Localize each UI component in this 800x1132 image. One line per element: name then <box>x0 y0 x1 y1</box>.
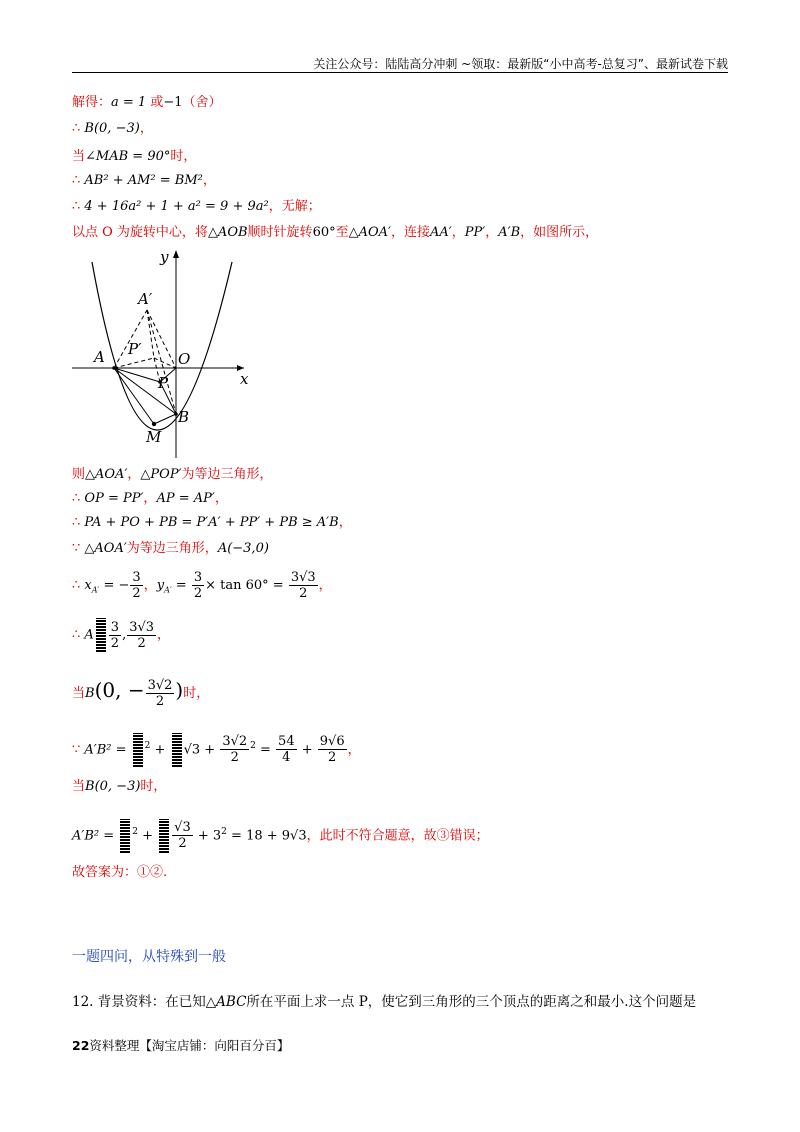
section-title: 一题四问，从特殊到一般 <box>72 949 226 965</box>
math-expr: AA′ <box>430 225 452 240</box>
math-expr: y <box>156 578 165 593</box>
exponent: 2 <box>221 827 227 837</box>
subscript: A′ <box>164 585 172 595</box>
math-expr: × tan 60° = <box>205 578 288 593</box>
text: ， <box>318 578 332 593</box>
text: 时， <box>170 149 197 164</box>
math-expr: △AOA′ <box>348 225 392 240</box>
math-expr: + <box>297 742 317 758</box>
y-axis-arrow-icon <box>173 250 179 258</box>
math-expr: AP = AP′ <box>156 491 215 506</box>
label-B: B <box>178 408 190 426</box>
solution-line-7 <box>72 466 273 484</box>
solution-line-15 <box>72 778 166 796</box>
fraction: $\frac{3√2}{2}$ <box>147 678 173 709</box>
page-footer <box>72 1036 289 1054</box>
page-number: 22 <box>72 1038 90 1053</box>
problem-text: 背景资料：在已知 <box>97 994 206 1010</box>
text: ， <box>451 225 465 240</box>
math-expr: + <box>138 828 158 844</box>
bracket-glyph <box>159 819 169 853</box>
solution-line-9 <box>72 514 352 532</box>
fraction: $\frac{3}{2}$ <box>132 570 141 601</box>
fraction: $\frac{54}{4}$ <box>278 734 295 766</box>
solution-line-16 <box>72 812 489 856</box>
therefore-symbol: ∴ <box>72 491 85 506</box>
parabola-figure <box>72 246 262 462</box>
fraction: $\frac{3}{2}$ <box>193 570 203 601</box>
point-A <box>112 366 116 370</box>
text: 为等边三角形， <box>181 467 273 482</box>
solution-line-12 <box>72 618 170 652</box>
geometry-diagram <box>72 246 262 458</box>
math-expr: B(0, −3) <box>85 779 141 794</box>
text: ，如图所示， <box>520 225 599 240</box>
math-expr: A′B² = <box>84 742 131 758</box>
math-expr: B(0, −3) <box>84 121 140 136</box>
label-O: O <box>178 350 191 368</box>
math-expr: = <box>255 742 276 758</box>
text: ， <box>338 515 352 530</box>
text: 时， <box>140 779 167 794</box>
math-expr: △AOA′ <box>85 467 128 482</box>
solution-line-11 <box>72 570 332 607</box>
math-expr: ) <box>175 678 184 702</box>
subscript: A′ <box>91 585 100 595</box>
fraction: $\frac{9√6}{2}$ <box>319 734 345 766</box>
math-expr: + <box>200 742 220 758</box>
text: 为等边三角形， <box>126 541 218 556</box>
math-expr: √3 <box>183 742 201 758</box>
solution-line-6 <box>72 224 598 242</box>
problem-text: 所在平面上求一点 P，使它到三角形的三个顶点的距离之和最小.这个问题是 <box>246 994 697 1010</box>
math-expr: ∠MAB = 90° <box>85 149 171 164</box>
therefore-symbol: ∴ <box>72 173 85 188</box>
text: ， <box>347 742 361 758</box>
text: ， <box>127 467 141 482</box>
text: 以点 O 为旋转中心，将 <box>72 225 208 240</box>
label-M: M <box>146 428 162 446</box>
answer-text: 故答案为：①②. <box>72 865 168 880</box>
label-x: x <box>240 370 249 388</box>
problem-number: 12. <box>72 994 94 1010</box>
label-P: P <box>158 374 169 392</box>
therefore-symbol: ∴ <box>72 578 85 593</box>
math-expr: △AOA′ <box>84 541 127 556</box>
text: ， <box>139 121 153 136</box>
solution-line-10 <box>72 540 269 558</box>
text: ， <box>143 578 157 593</box>
math-expr: AB² + AM² = BM² <box>84 173 203 188</box>
math-expr: a = 1 <box>111 95 147 110</box>
footer-text: 资料整理【淘宝店铺：向阳百分百】 <box>89 1038 290 1053</box>
math-expr: , <box>122 627 127 643</box>
because-symbol: ∵ <box>72 742 85 758</box>
label-y: y <box>160 248 169 266</box>
math-expr: A′B <box>498 225 521 240</box>
fraction: $\frac{3}{2}$ <box>110 619 120 651</box>
therefore-symbol: ∴ <box>72 199 85 214</box>
exponent: 2 <box>144 741 151 751</box>
because-symbol: ∵ <box>72 541 85 556</box>
math-expr: PP′ <box>464 225 486 240</box>
text: ，连接 <box>391 225 431 240</box>
math-expr: △AOB <box>207 225 248 240</box>
segment-AM <box>114 368 154 424</box>
header-divider <box>72 72 728 73</box>
math-expr: △POP′ <box>140 467 182 482</box>
therefore-symbol: ∴ <box>72 121 85 136</box>
math-expr: A(−3,0) <box>217 541 269 556</box>
solution-line-5 <box>72 198 321 216</box>
text: 或 <box>146 95 164 110</box>
math-expr: B <box>85 686 95 701</box>
text: ，无解； <box>268 199 321 214</box>
exponent: 2 <box>250 741 256 751</box>
math-expr: −1 <box>163 95 183 110</box>
math-expr: 60° <box>312 225 336 240</box>
text: 解得： <box>72 95 112 110</box>
bracket-glyph <box>96 618 106 652</box>
fraction: $\frac{3√3}{2}$ <box>129 619 155 651</box>
math-expr: A′B² = <box>72 828 119 844</box>
dashed-lines <box>114 310 176 414</box>
text: 时， <box>183 686 210 701</box>
math-expr: = − <box>99 578 130 593</box>
text: 至 <box>335 225 349 240</box>
solution-line-2 <box>72 120 153 138</box>
math-expr: + 3 <box>193 828 222 844</box>
math-expr: x <box>84 578 92 593</box>
page-header: 关注公众号：陆陆高分冲刺 ~领取：最新版“小中高考-总复习”、最新试卷下载 <box>313 57 728 71</box>
solution-line-13 <box>72 674 209 710</box>
text: ， <box>143 491 157 506</box>
text: ，此时不符合题意，故③错误； <box>306 828 489 844</box>
math-expr: = <box>171 578 191 593</box>
math-expr: PA + PO + PB = P′A′ + PP′ + PB ≥ A′B <box>84 515 339 530</box>
math-expr: OP = PP′ <box>84 491 144 506</box>
math-expr: = 18 + 9√3 <box>226 828 307 844</box>
solution-line-1 <box>72 94 222 112</box>
solution-line-4 <box>72 172 216 190</box>
label-A-prime: A′ <box>138 290 153 308</box>
therefore-symbol: ∴ <box>72 627 85 643</box>
therefore-symbol: ∴ <box>72 515 85 530</box>
text: ， <box>202 173 216 188</box>
text: 当 <box>72 779 86 794</box>
text: 则 <box>72 467 86 482</box>
math-expr: (0, − <box>94 678 145 702</box>
math-expr: A <box>84 627 94 643</box>
solution-line-3 <box>72 148 196 166</box>
bracket-glyph <box>172 733 182 767</box>
math-expr: △ABC <box>205 994 247 1010</box>
solution-line-8 <box>72 490 228 508</box>
math-expr: + <box>150 742 170 758</box>
solution-answer <box>72 864 167 882</box>
text: ， <box>485 225 499 240</box>
label-P-prime: P′ <box>128 340 142 358</box>
solution-line-14 <box>72 726 361 770</box>
fraction: $\frac{3√3}{2}$ <box>290 570 316 601</box>
math-expr: 4 + 16a² + 1 + a² = 9 + 9a² <box>84 199 269 214</box>
text: ， <box>157 627 171 643</box>
text: 当 <box>72 686 86 701</box>
text: 顺时针旋转 <box>247 225 313 240</box>
parabola-curve <box>92 262 232 430</box>
bracket-glyph <box>120 819 130 853</box>
fraction: $\frac{√3}{2}$ <box>174 820 191 852</box>
problem-12 <box>72 990 696 1010</box>
text: （舍） <box>182 95 222 110</box>
text: ， <box>214 491 228 506</box>
fraction: $\frac{3√2}{2}$ <box>222 734 248 766</box>
text: 当 <box>72 149 86 164</box>
point-M <box>152 422 156 426</box>
exponent: 2 <box>132 827 138 837</box>
label-A: A <box>94 348 105 366</box>
bracket-glyph <box>133 733 143 767</box>
